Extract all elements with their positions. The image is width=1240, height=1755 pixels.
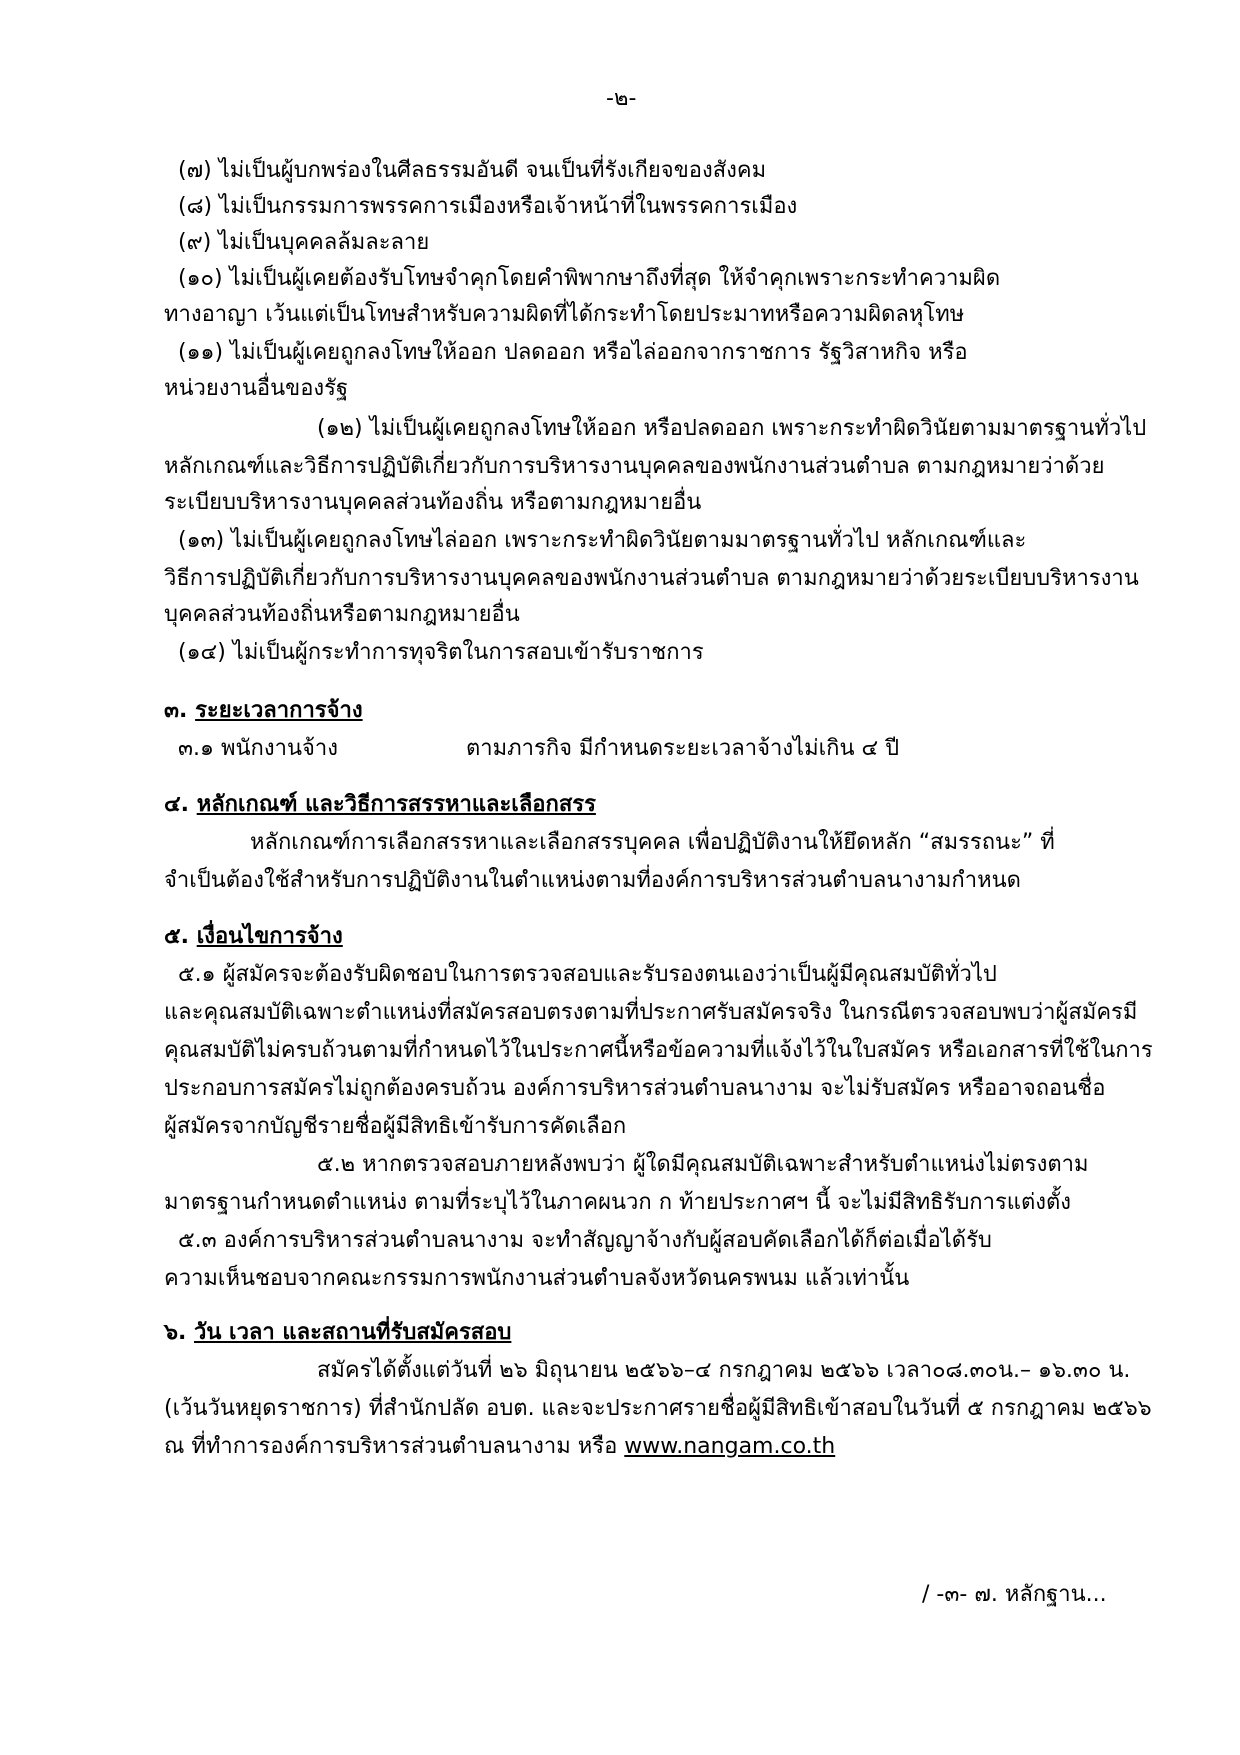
qualification-item-10-line1: (๑๐) ไม่เป็นผู้เคยต้องรับโทษจำคุกโดยคำพิพากษาถึงที่สุด ให้จำคุกเพราะกระทำความผิด (178, 266, 1001, 291)
section-6-line1: สมัครได้ตั้งแต่วันที่ ๒๖ มิถุนายน ๒๕๖๖–๔ กรกฎาคม ๒๕๖๖ เวลา๐๘.๓๐น.– ๑๖.๓๐ น. (317, 1358, 1131, 1383)
qualification-item-11-line2: หน่วยงานอื่นของรัฐ (164, 376, 349, 401)
section-5-1-line2: และคุณสมบัติเฉพาะตำแหน่งที่สมัครสอบตรงตามที่ประกาศรับสมัครจริง ในกรณีตรวจสอบพบว่าผู้สมัครมี (164, 1000, 1138, 1025)
qualification-item-8: (๘) ไม่เป็นกรรมการพรรคการเมืองหรือเจ้าหน้าที่ในพรรคการเมือง (178, 194, 798, 219)
section-5-1-line5: ผู้สมัครจากบัญชีรายชื่อผู้มีสิทธิเข้ารับการคัดเลือก (164, 1114, 627, 1139)
section-6-line2: (เว้นวันหยุดราชการ) ที่สำนักปลัด อบต. และจะประกาศรายชื่อผู้มีสิทธิเข้าสอบในวันที่ ๕ กรกฎาคม ๒๕๖๖ (164, 1396, 1152, 1421)
section-4-line2: จำเป็นต้องใช้สำหรับการปฏิบัติงานในตำแหน่งตามที่องค์การบริหารส่วนตำบลนางามกำหนด (164, 868, 1021, 893)
section-5-1-line3: คุณสมบัติไม่ครบถ้วนตามที่กำหนดไว้ในประกาศนี้หรือข้อความที่แจ้งไว้ในใบสมัคร หรือเอกสารที่ใช้ในการ (164, 1038, 1153, 1063)
qualification-item-12-line2: หลักเกณฑ์และวิธีการปฏิบัติเกี่ยวกับการบริหารงานบุคคลของพนักงานส่วนตำบล ตามกฎหมายว่าด้วย (164, 454, 1105, 479)
qualification-item-11-line1: (๑๑) ไม่เป็นผู้เคยถูกลงโทษให้ออก ปลดออก หรือไล่ออกจากราชการ รัฐวิสาหกิจ หรือ (178, 340, 968, 365)
section-4-number: ๔. (164, 792, 190, 817)
section-6-line3 (164, 1432, 835, 1462)
section-6-number: ๖. (164, 1320, 187, 1345)
section-3-number: ๓. (164, 698, 188, 723)
qualification-item-10-line2: ทางอาญา เว้นแต่เป็นโทษสำหรับความผิดที่ได้กระทำโดยประมาทหรือความผิดลหุโทษ (164, 302, 965, 327)
section-3-item-label: ๓.๑ พนักงานจ้าง (178, 736, 338, 761)
section-3-title: ระยะเวลาการจ้าง (195, 698, 363, 723)
section-6-heading (164, 1318, 511, 1348)
qualification-item-13-line2: วิธีการปฏิบัติเกี่ยวกับการบริหารงานบุคคลของพนักงานส่วนตำบล ตามกฎหมายว่าด้วยระเบียบบริหารงาน (164, 566, 1139, 591)
section-5-1-line1: ๕.๑ ผู้สมัครจะต้องรับผิดชอบในการตรวจสอบและรับรองตนเองว่าเป็นผู้มีคุณสมบัติทั่วไป (178, 962, 997, 987)
qualification-item-13-line3: บุคคลส่วนท้องถิ่นหรือตามกฎหมายอื่น (164, 602, 520, 627)
page-number: -๒- (606, 86, 637, 111)
qualification-item-14: (๑๔) ไม่เป็นผู้กระทำการทุจริตในการสอบเข้ารับราชการ (178, 640, 704, 665)
section-6-title: วัน เวลา และสถานที่รับสมัครสอบ (194, 1320, 512, 1345)
qualification-item-12-line3: ระเบียบบริหารงานบุคคลส่วนท้องถิ่น หรือตามกฎหมายอื่น (164, 490, 702, 515)
qualification-item-12-line1: (๑๒) ไม่เป็นผู้เคยถูกลงโทษให้ออก หรือปลดออก เพราะกระทำผิดวินัยตามมาตรฐานทั่วไป (317, 416, 1147, 441)
section-6-location-text: ณ ที่ทำการองค์การบริหารส่วนตำบลนางาม หรือ (164, 1434, 625, 1459)
section-3-item-value: ตามภารกิจ มีกำหนดระยะเวลาจ้างไม่เกิน ๔ ปี (466, 736, 900, 761)
section-4-title: หลักเกณฑ์ และวิธีการสรรหาและเลือกสรร (196, 792, 596, 817)
qualification-item-9: (๙) ไม่เป็นบุคคลล้มละลาย (178, 230, 430, 255)
section-4-heading (164, 790, 596, 820)
website-link[interactable]: www.nangam.co.th (624, 1434, 836, 1459)
section-4-line1: หลักเกณฑ์การเลือกสรรหาและเลือกสรรบุคคล เพื่อปฏิบัติงานให้ยึดหลัก “สมรรถนะ” ที่ (250, 830, 1055, 855)
section-5-3-line1: ๕.๓ องค์การบริหารส่วนตำบลนางาม จะทำสัญญาจ้างกับผู้สอบคัดเลือกได้ก็ต่อเมื่อได้รับ (178, 1228, 992, 1253)
qualification-item-7: (๗) ไม่เป็นผู้บกพร่องในศีลธรรมอันดี จนเป็นที่รังเกียจของสังคม (178, 158, 767, 183)
section-5-1-line4: ประกอบการสมัครไม่ถูกต้องครบถ้วน องค์การบริหารส่วนตำบลนางาม จะไม่รับสมัคร หรืออาจถอนชื่อ (164, 1076, 1106, 1101)
section-5-title: เงื่อนไขการจ้าง (196, 924, 343, 949)
section-5-2-line1: ๕.๒ หากตรวจสอบภายหลังพบว่า ผู้ใดมีคุณสมบัติเฉพาะสำหรับตำแหน่งไม่ตรงตาม (317, 1152, 1089, 1177)
footer-continuation: / -๓- ๗. หลักฐาน... (922, 1582, 1107, 1607)
section-5-3-line2: ความเห็นชอบจากคณะกรรมการพนักงานส่วนตำบลจังหวัดนครพนม แล้วเท่านั้น (164, 1266, 910, 1291)
section-5-2-line2: มาตรฐานกำหนดตำแหน่ง ตามที่ระบุไว้ในภาคผนวก ก ท้ายประกาศฯ นี้ จะไม่มีสิทธิรับการแต่งตั้ง (164, 1190, 1072, 1215)
section-3-heading (164, 696, 363, 726)
section-5-number: ๕. (164, 924, 190, 949)
qualification-item-13-line1: (๑๓) ไม่เป็นผู้เคยถูกลงโทษไล่ออก เพราะกระทำผิดวินัยตามมาตรฐานทั่วไป หลักเกณฑ์และ (178, 528, 1027, 553)
section-5-heading (164, 922, 343, 952)
